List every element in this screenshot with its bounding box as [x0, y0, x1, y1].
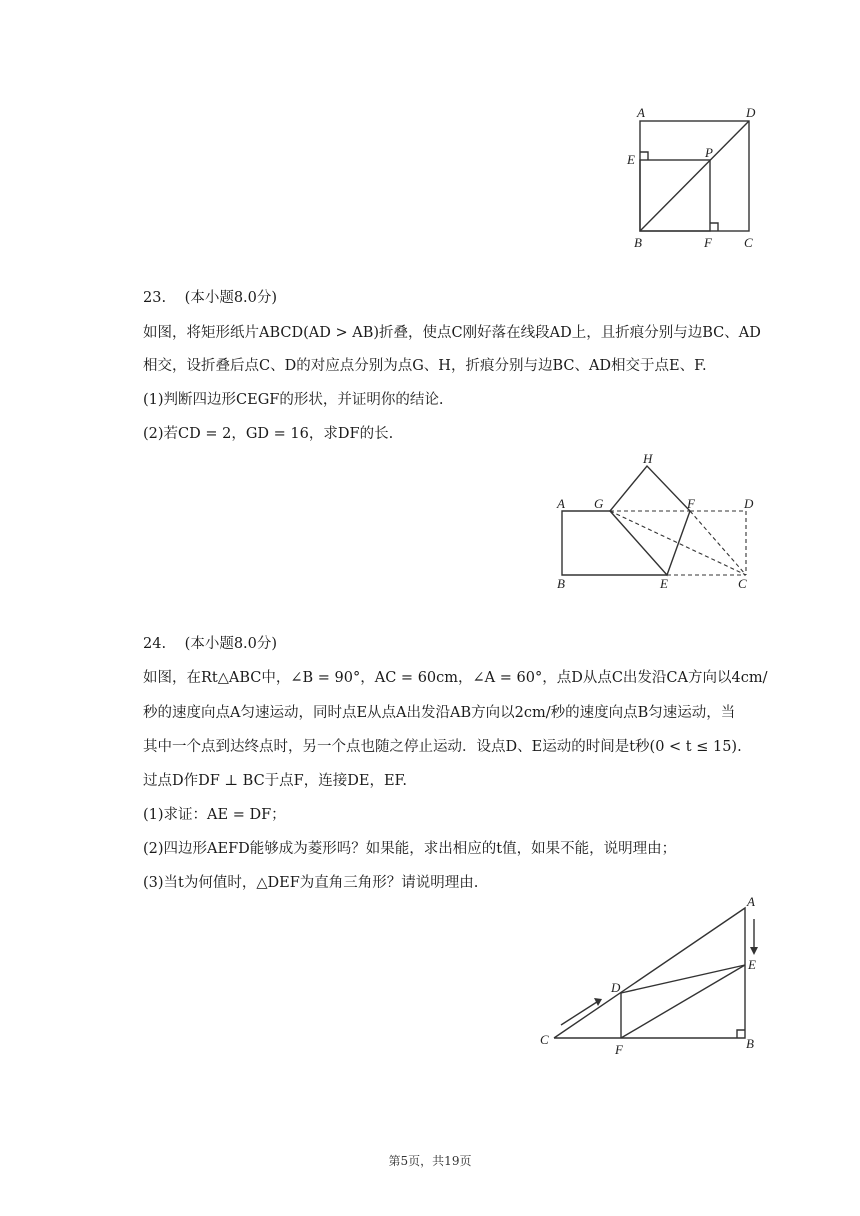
- q24-line-3: 其中一个点到达终点时，另一个点也随之停止运动．设点D、E运动的时间是t秒(0 < t ≤ 15).: [143, 739, 742, 755]
- q24-line-7: (3)当t为何值时，△DEF为直角三角形？请说明理由.: [143, 875, 479, 891]
- q23-line-1: 如图，将矩形纸片ABCD(AD > AB)折叠，使点C刚好落在线段AD上，且折痕分别与边BC、AD: [143, 325, 761, 341]
- label-E: E: [627, 152, 635, 167]
- q24-line-5: (1)求证：AE = DF；: [143, 807, 286, 823]
- label-D: D: [746, 105, 756, 120]
- label-G: G: [594, 496, 604, 511]
- page-footer: 第5页，共19页: [388, 1154, 472, 1168]
- label-C: C: [540, 1032, 549, 1047]
- label-F: F: [687, 496, 695, 511]
- label-F: F: [615, 1042, 623, 1057]
- q23-line-2: 相交，设折叠后点C、D的对应点分别为点G、H，折痕分别与边BC、AD相交于点E、F.: [143, 358, 707, 374]
- q23-line-4: (2)若CD = 2，GD = 16，求DF的长.: [143, 426, 394, 442]
- label-E: E: [748, 957, 756, 972]
- q23-points: (本小题8.0分): [184, 290, 278, 306]
- q24-line-2: 秒的速度向点A匀速运动，同时点E从点A出发沿AB方向以2cm/秒的速度向点B匀速运动，当: [143, 705, 736, 721]
- label-H: H: [643, 451, 653, 466]
- q24-points: (本小题8.0分): [184, 636, 278, 652]
- label-A: A: [557, 496, 565, 511]
- label-B: B: [634, 235, 642, 250]
- label-D: D: [744, 496, 754, 511]
- q24-line-6: (2)四边形AEFD能够成为菱形吗？如果能，求出相应的t值，如果不能，说明理由；: [143, 841, 677, 857]
- label-A: A: [747, 894, 755, 909]
- figure-square-abcd: [622, 100, 772, 255]
- label-D: D: [611, 980, 621, 995]
- label-B: B: [746, 1036, 754, 1051]
- figure-folded-rectangle: [550, 448, 760, 593]
- label-A: A: [637, 105, 645, 120]
- q23-heading: [143, 288, 277, 308]
- label-C: C: [738, 576, 747, 591]
- label-P: P: [705, 145, 713, 160]
- label-C: C: [744, 235, 753, 250]
- q24-line-1: 如图，在Rt△ABC中，∠B = 90°，AC = 60cm，∠A = 60°，点D从点C出发沿CA方向以4cm/: [143, 670, 768, 686]
- label-F: F: [704, 235, 712, 250]
- label-E: E: [660, 576, 668, 591]
- q24-number: 24.: [143, 636, 167, 652]
- q23-number: 23.: [143, 290, 167, 306]
- figure-right-triangle: [535, 893, 765, 1063]
- label-B: B: [557, 576, 565, 591]
- q24-line-4: 过点D作DF ⊥ BC于点F，连接DE，EF.: [143, 773, 407, 789]
- q24-heading: [143, 634, 277, 654]
- q23-line-3: (1)判断四边形CEGF的形状，并证明你的结论.: [143, 392, 444, 408]
